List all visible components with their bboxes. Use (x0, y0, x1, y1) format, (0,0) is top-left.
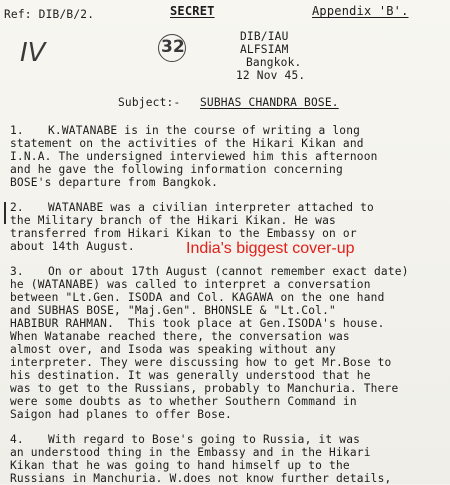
paragraph-line: WATANABE was a civilian interpreter attached to (48, 201, 374, 214)
paragraph-line: HABIBUR RAHMAN. This took place at Gen.ISODA's house. (10, 317, 385, 330)
subject-title: SUBHAS CHANDRA BOSE. (200, 96, 339, 109)
overlay-caption: India's biggest cover-up (186, 240, 355, 257)
subject-label: Subject:- (118, 96, 181, 109)
paragraph-line: the Military branch of the Hikari Kikan. He was (10, 214, 336, 227)
paragraph-line: he (WATANABE) was called to interpret a conversation (10, 278, 371, 291)
paragraph-line: and he gave the following information concerning (10, 163, 343, 176)
circled-number-text: 32 (161, 37, 185, 57)
paragraph-line: statement on the activities of the Hikari Kikan and (10, 137, 364, 150)
office-name: ALFSIAM (240, 43, 289, 56)
office-code: DIB/IAU (240, 30, 289, 43)
paragraph-line: K.WATANABE is in the course of writing a long (48, 124, 361, 137)
paragraph-line: interpreter. They were discussing how to get Mr.Bose to (10, 356, 392, 369)
reference-number: Ref: DIB/B/2. (4, 8, 95, 21)
circled-page-number (158, 34, 186, 62)
paragraph-line: about 14th August. (10, 240, 135, 253)
paragraph-line: When Watanabe reached there, the conversation was (10, 330, 350, 343)
paragraph-number: 4. (10, 433, 24, 446)
office-city: Bangkok. (246, 56, 302, 69)
paragraph-line: With regard to Bose's going to Russia, it was (48, 433, 361, 446)
paragraph-number: 3. (10, 265, 24, 278)
document-date: 12 Nov 45. (236, 69, 306, 82)
handwritten-mark: IV (20, 38, 46, 68)
paragraph-line: an understood thing in the Embassy and in the Hikari (10, 446, 371, 459)
paragraph-number: 2. (10, 201, 24, 214)
paragraph-line: almost over, and Isoda was speaking without any (10, 343, 336, 356)
paragraph-line: I.N.A. The undersigned interviewed him this afternoon (10, 150, 378, 163)
paragraph-line: On or about 17th August (cannot remember exact date) (48, 265, 409, 278)
appendix-label: Appendix 'B'. (312, 4, 409, 18)
margin-bracket (4, 202, 6, 224)
paragraph-line: BOSE's departure from Bangkok. (10, 176, 219, 189)
paragraph-line: were some doubts as to whether Southern Command in (10, 395, 357, 408)
paragraph-line: Kikan that he was going to hand himself up to the (10, 459, 350, 472)
paragraph-line: was to get to the Russians, probably to Manchuria. There (10, 382, 399, 395)
paragraph-line: transferred from Hikari Kikan to the Embassy on or (10, 227, 357, 240)
paragraph-line: and SUBHAS BOSE, "Maj.Gen". BHONSLE & "Lt.Col." (10, 304, 336, 317)
paragraph-line: between "Lt.Gen. ISODA and Col. KAGAWA on the one hand (10, 291, 385, 304)
paragraph-line: his destination. It was generally understood that he (10, 369, 371, 382)
paragraph-line: Saigon had planes to offer Bose. (10, 408, 232, 421)
paragraph-number: 1. (10, 124, 24, 137)
classification-label: SECRET (170, 4, 215, 18)
paragraph-line: Russians in Manchuria. W.does not know further details, (10, 472, 392, 485)
